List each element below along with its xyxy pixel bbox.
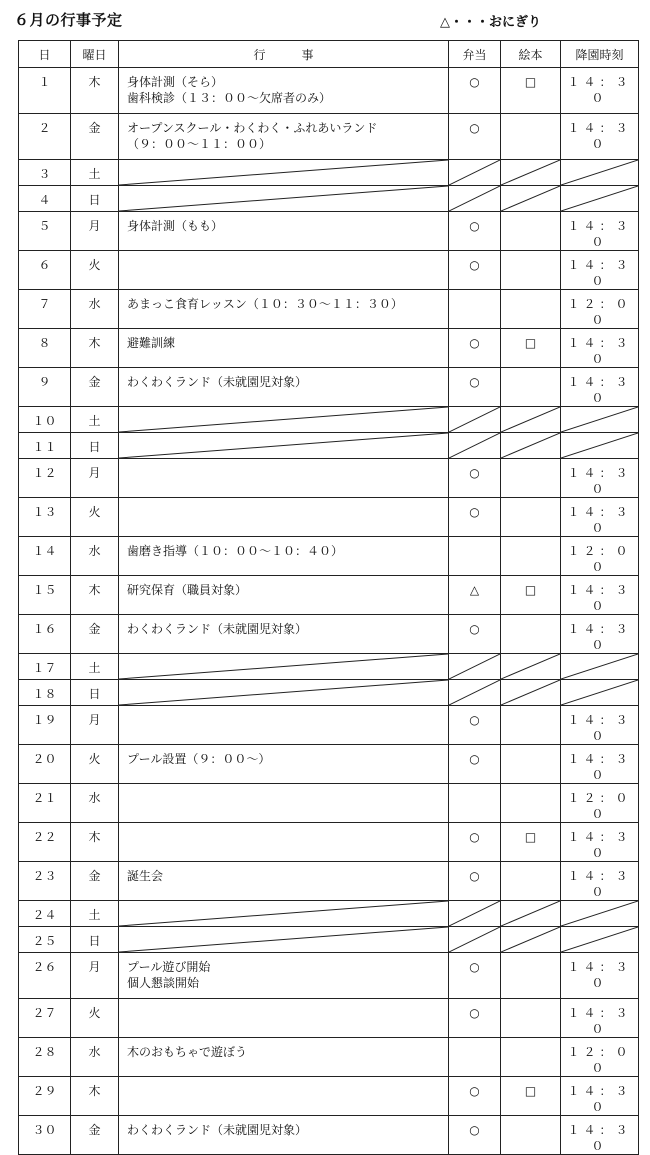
table-row [19, 654, 639, 680]
weekday-cell: 金 [71, 114, 119, 160]
holiday-slash [561, 407, 638, 432]
day-cell: ２７ [19, 999, 71, 1038]
event-cell [119, 433, 449, 459]
holiday-slash [119, 160, 448, 185]
table-row [19, 680, 639, 706]
weekday-cell: 日 [71, 433, 119, 459]
table-row [19, 160, 639, 186]
day-cell: １７ [19, 654, 71, 680]
holiday-slash [501, 901, 560, 926]
holiday-slash [119, 927, 448, 952]
pickup-time-cell: １４：３０ [561, 212, 639, 251]
day-cell: １ [19, 68, 71, 114]
bento-cell [449, 901, 501, 927]
holiday-slash [449, 186, 500, 211]
holiday-slash [119, 186, 448, 211]
table-row [19, 784, 639, 823]
table-row [19, 901, 639, 927]
day-cell: ２６ [19, 953, 71, 999]
bento-cell: ○ [449, 823, 501, 862]
day-cell: ７ [19, 290, 71, 329]
picturebook-cell [501, 433, 561, 459]
table-row [19, 823, 639, 862]
holiday-slash [501, 186, 560, 211]
weekday-cell: 土 [71, 654, 119, 680]
table-row [19, 1116, 639, 1155]
table-row [19, 1038, 639, 1077]
bento-cell [449, 654, 501, 680]
table-row [19, 114, 639, 160]
picturebook-cell: □ [501, 329, 561, 368]
table-row [19, 745, 639, 784]
col-header-weekday: 曜日 [71, 41, 119, 68]
picturebook-cell [501, 680, 561, 706]
pickup-time-cell: １４：３０ [561, 706, 639, 745]
holiday-slash [501, 433, 560, 458]
weekday-cell: 木 [71, 1077, 119, 1116]
event-cell: わくわくランド（未就園児対象） [119, 1116, 449, 1155]
pickup-time-cell: １２：００ [561, 1038, 639, 1077]
holiday-slash [119, 680, 448, 705]
table-row [19, 251, 639, 290]
pickup-time-cell: １４：３０ [561, 68, 639, 114]
event-cell: わくわくランド（未就園児対象） [119, 615, 449, 654]
weekday-cell: 火 [71, 498, 119, 537]
weekday-cell: 水 [71, 537, 119, 576]
bento-cell [449, 537, 501, 576]
col-header-picturebook: 絵本 [501, 41, 561, 68]
event-cell: 身体計測（そら） 歯科検診（１３：００～欠席者のみ） [119, 68, 449, 114]
pickup-time-cell: １４：３０ [561, 329, 639, 368]
bento-cell: ○ [449, 706, 501, 745]
weekday-cell: 水 [71, 784, 119, 823]
weekday-cell: 金 [71, 1116, 119, 1155]
holiday-slash [561, 901, 638, 926]
picturebook-cell [501, 784, 561, 823]
picturebook-cell: □ [501, 68, 561, 114]
pickup-time-cell: １４：３０ [561, 1116, 639, 1155]
event-cell: 研究保育（職員対象） [119, 576, 449, 615]
holiday-slash [449, 901, 500, 926]
weekday-cell: 日 [71, 680, 119, 706]
holiday-slash [501, 160, 560, 185]
pickup-time-cell [561, 160, 639, 186]
pickup-time-cell: １４：３０ [561, 862, 639, 901]
bento-cell [449, 186, 501, 212]
weekday-cell: 水 [71, 290, 119, 329]
event-cell: 木のおもちゃで遊ぼう [119, 1038, 449, 1077]
holiday-slash [449, 654, 500, 679]
table-row [19, 1077, 639, 1116]
bento-cell: ○ [449, 1116, 501, 1155]
day-cell: ３ [19, 160, 71, 186]
bento-cell: ○ [449, 862, 501, 901]
pickup-time-cell: １４：３０ [561, 498, 639, 537]
pickup-time-cell [561, 407, 639, 433]
bento-cell [449, 290, 501, 329]
weekday-cell: 日 [71, 927, 119, 953]
table-row [19, 706, 639, 745]
bento-cell: ○ [449, 459, 501, 498]
weekday-cell: 木 [71, 68, 119, 114]
bento-cell [449, 407, 501, 433]
holiday-slash [449, 160, 500, 185]
event-cell [119, 784, 449, 823]
event-cell [119, 160, 449, 186]
day-cell: １０ [19, 407, 71, 433]
picturebook-cell [501, 251, 561, 290]
pickup-time-cell: １４：３０ [561, 745, 639, 784]
weekday-cell: 月 [71, 953, 119, 999]
pickup-time-cell [561, 680, 639, 706]
table-row [19, 576, 639, 615]
day-cell: ３０ [19, 1116, 71, 1155]
day-cell: １５ [19, 576, 71, 615]
picturebook-cell [501, 745, 561, 784]
bento-cell: ○ [449, 1077, 501, 1116]
day-cell: ８ [19, 329, 71, 368]
table-row [19, 290, 639, 329]
bento-cell: ○ [449, 498, 501, 537]
bento-cell [449, 160, 501, 186]
bento-cell: ○ [449, 68, 501, 114]
pickup-time-cell: １４：３０ [561, 114, 639, 160]
pickup-time-cell: １２：００ [561, 537, 639, 576]
bento-cell: ○ [449, 329, 501, 368]
pickup-time-cell: １４：３０ [561, 615, 639, 654]
event-cell: 避難訓練 [119, 329, 449, 368]
event-cell: わくわくランド（未就園児対象） [119, 368, 449, 407]
holiday-slash [449, 407, 500, 432]
weekday-cell: 金 [71, 368, 119, 407]
weekday-cell: 金 [71, 862, 119, 901]
page-header [0, 0, 650, 40]
day-cell: ４ [19, 186, 71, 212]
col-header-pickup-time: 降園時刻 [561, 41, 639, 68]
pickup-time-cell: １２：００ [561, 784, 639, 823]
table-row [19, 407, 639, 433]
holiday-slash [119, 407, 448, 432]
table-row [19, 329, 639, 368]
table-row [19, 927, 639, 953]
day-cell: ５ [19, 212, 71, 251]
weekday-cell: 木 [71, 329, 119, 368]
pickup-time-cell: １４：３０ [561, 576, 639, 615]
pickup-time-cell: １４：３０ [561, 999, 639, 1038]
holiday-slash [119, 654, 448, 679]
holiday-slash [501, 407, 560, 432]
col-header-bento: 弁当 [449, 41, 501, 68]
table-row [19, 68, 639, 114]
bento-cell [449, 680, 501, 706]
bento-cell: ○ [449, 251, 501, 290]
weekday-cell: 土 [71, 901, 119, 927]
holiday-slash [449, 680, 500, 705]
picturebook-cell [501, 114, 561, 160]
day-cell: ２１ [19, 784, 71, 823]
picturebook-cell [501, 1038, 561, 1077]
picturebook-cell [501, 160, 561, 186]
holiday-slash [561, 927, 638, 952]
day-cell: ２５ [19, 927, 71, 953]
event-cell [119, 251, 449, 290]
pickup-time-cell [561, 654, 639, 680]
picturebook-cell [501, 862, 561, 901]
pickup-time-cell: １４：３０ [561, 1077, 639, 1116]
table-row [19, 368, 639, 407]
weekday-cell: 木 [71, 823, 119, 862]
bento-cell: ○ [449, 114, 501, 160]
event-cell [119, 498, 449, 537]
col-header-day: 日 [19, 41, 71, 68]
pickup-time-cell: １４：３０ [561, 251, 639, 290]
picturebook-cell [501, 1116, 561, 1155]
bento-cell [449, 927, 501, 953]
picturebook-cell [501, 654, 561, 680]
schedule-body [19, 68, 639, 1155]
day-cell: １３ [19, 498, 71, 537]
event-cell [119, 999, 449, 1038]
pickup-time-cell: １４：３０ [561, 953, 639, 999]
event-cell [119, 706, 449, 745]
weekday-cell: 火 [71, 251, 119, 290]
event-cell: プール遊び開始 個人懇談開始 [119, 953, 449, 999]
weekday-cell: 月 [71, 706, 119, 745]
col-header-event: 行 事 [119, 41, 449, 68]
event-cell: プール設置（９：００～） [119, 745, 449, 784]
picturebook-cell [501, 927, 561, 953]
day-cell: １９ [19, 706, 71, 745]
weekday-cell: 水 [71, 1038, 119, 1077]
bento-cell: ○ [449, 999, 501, 1038]
pickup-time-cell: １４：３０ [561, 368, 639, 407]
picturebook-cell [501, 498, 561, 537]
picturebook-cell [501, 615, 561, 654]
table-row [19, 953, 639, 999]
holiday-slash [119, 433, 448, 458]
picturebook-cell: □ [501, 1077, 561, 1116]
day-cell: ２ [19, 114, 71, 160]
picturebook-cell [501, 901, 561, 927]
event-cell [119, 407, 449, 433]
holiday-slash [561, 654, 638, 679]
bento-cell: ○ [449, 368, 501, 407]
day-cell: ２９ [19, 1077, 71, 1116]
event-cell [119, 823, 449, 862]
bento-cell: ○ [449, 745, 501, 784]
weekday-cell: 日 [71, 186, 119, 212]
day-cell: ２２ [19, 823, 71, 862]
pickup-time-cell [561, 927, 639, 953]
day-cell: １２ [19, 459, 71, 498]
weekday-cell: 金 [71, 615, 119, 654]
picturebook-cell: □ [501, 576, 561, 615]
holiday-slash [501, 654, 560, 679]
weekday-cell: 火 [71, 745, 119, 784]
picturebook-cell [501, 212, 561, 251]
holiday-slash [561, 433, 638, 458]
picturebook-cell [501, 999, 561, 1038]
event-cell [119, 901, 449, 927]
picturebook-cell [501, 459, 561, 498]
event-cell: あまっこ食育レッスン（１０：３０～１１：３０） [119, 290, 449, 329]
bento-cell: ○ [449, 615, 501, 654]
holiday-slash [501, 927, 560, 952]
table-row [19, 459, 639, 498]
holiday-slash [561, 680, 638, 705]
picturebook-cell [501, 537, 561, 576]
pickup-time-cell [561, 433, 639, 459]
event-cell: 身体計測（もも） [119, 212, 449, 251]
weekday-cell: 木 [71, 576, 119, 615]
picturebook-cell: □ [501, 823, 561, 862]
holiday-slash [449, 433, 500, 458]
event-cell [119, 1077, 449, 1116]
day-cell: ２３ [19, 862, 71, 901]
holiday-slash [561, 160, 638, 185]
day-cell: ２４ [19, 901, 71, 927]
picturebook-cell [501, 290, 561, 329]
day-cell: ９ [19, 368, 71, 407]
table-row [19, 186, 639, 212]
event-cell [119, 680, 449, 706]
weekday-cell: 土 [71, 160, 119, 186]
schedule-table [18, 40, 639, 1155]
event-cell [119, 927, 449, 953]
table-row [19, 212, 639, 251]
table-row [19, 615, 639, 654]
page-title: ６月の行事予定 [14, 11, 123, 29]
pickup-time-cell [561, 901, 639, 927]
picturebook-cell [501, 186, 561, 212]
day-cell: １８ [19, 680, 71, 706]
header-row [19, 41, 639, 68]
table-row [19, 498, 639, 537]
pickup-time-cell: １４：３０ [561, 459, 639, 498]
table-row [19, 862, 639, 901]
holiday-slash [449, 927, 500, 952]
event-cell [119, 654, 449, 680]
bento-cell [449, 433, 501, 459]
table-row [19, 999, 639, 1038]
day-cell: １４ [19, 537, 71, 576]
event-cell: 誕生会 [119, 862, 449, 901]
event-cell [119, 459, 449, 498]
picturebook-cell [501, 368, 561, 407]
day-cell: １１ [19, 433, 71, 459]
bento-cell: △ [449, 576, 501, 615]
picturebook-cell [501, 953, 561, 999]
legend-note: △・・・おにぎり [440, 15, 541, 30]
event-cell [119, 186, 449, 212]
bento-cell: ○ [449, 212, 501, 251]
pickup-time-cell: １２：００ [561, 290, 639, 329]
picturebook-cell [501, 407, 561, 433]
bento-cell [449, 1038, 501, 1077]
event-cell: オープンスクール・わくわく・ふれあいランド （９：００～１１：００） [119, 114, 449, 160]
day-cell: ２０ [19, 745, 71, 784]
weekday-cell: 月 [71, 459, 119, 498]
weekday-cell: 火 [71, 999, 119, 1038]
table-row [19, 537, 639, 576]
day-cell: １６ [19, 615, 71, 654]
holiday-slash [501, 680, 560, 705]
holiday-slash [561, 186, 638, 211]
day-cell: ６ [19, 251, 71, 290]
weekday-cell: 月 [71, 212, 119, 251]
picturebook-cell [501, 706, 561, 745]
table-row [19, 433, 639, 459]
pickup-time-cell [561, 186, 639, 212]
weekday-cell: 土 [71, 407, 119, 433]
pickup-time-cell: １４：３０ [561, 823, 639, 862]
event-cell: 歯磨き指導（１０：００～１０：４０） [119, 537, 449, 576]
day-cell: ２８ [19, 1038, 71, 1077]
bento-cell [449, 784, 501, 823]
holiday-slash [119, 901, 448, 926]
bento-cell: ○ [449, 953, 501, 999]
